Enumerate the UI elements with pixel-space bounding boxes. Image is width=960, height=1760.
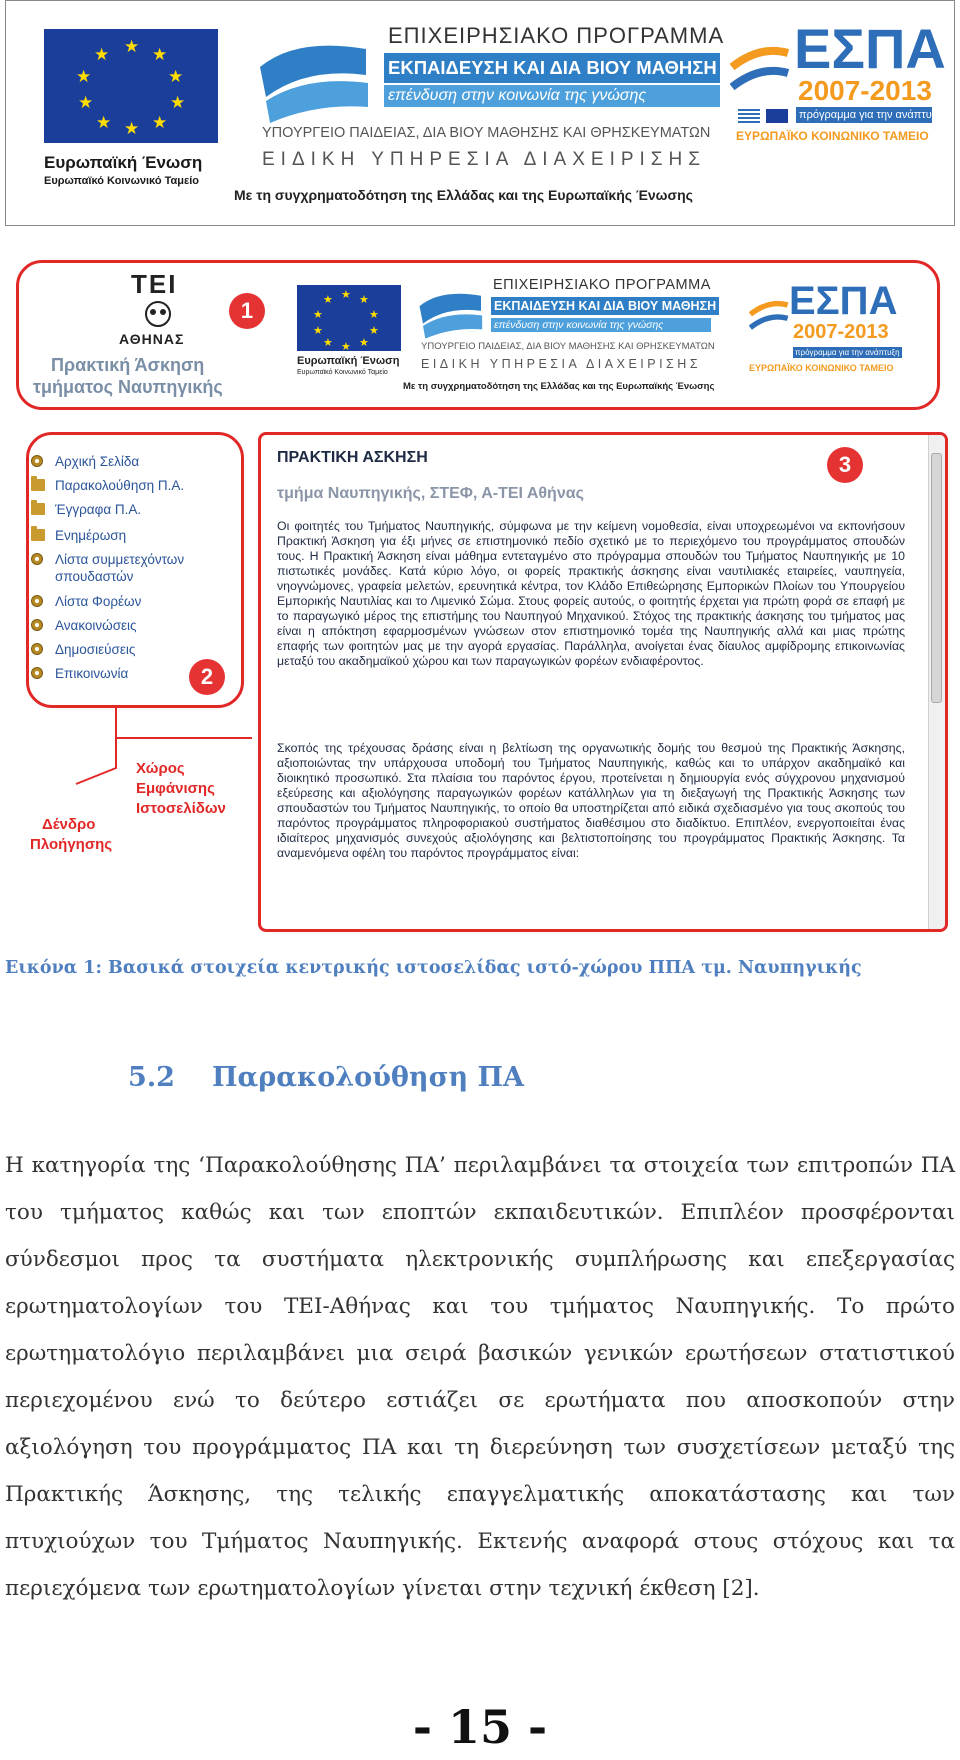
espa-years: 2007-2013 xyxy=(798,75,932,106)
nav-tree-highlight xyxy=(26,432,244,708)
nav-item-home[interactable]: Αρχική Σελίδα xyxy=(55,453,139,470)
mini-espa-logo-text: ΕΣΠΑ xyxy=(789,279,898,323)
mini-eu-name: Ευρωπαϊκή Ένωση xyxy=(297,355,400,367)
espa-logo-text: ΕΣΠΑ xyxy=(794,17,946,80)
page-number: - 15 - xyxy=(412,1700,548,1754)
annotation-tree-1: Δένδρο xyxy=(42,816,96,833)
scrollbar-thumb[interactable] xyxy=(931,453,942,703)
eu-fund: Ευρωπαϊκό Κοινωνικό Ταμείο xyxy=(44,175,199,187)
panel-title: ΠΡΑΚΤΙΚΗ ΑΣΚΗΣΗ xyxy=(277,449,428,466)
mini-book-logo-icon xyxy=(417,283,487,341)
espa-fund: ΕΥΡΩΠΑΪΚΟ ΚΟΙΝΩΝΙΚΟ ΤΑΜΕΙΟ xyxy=(736,129,929,143)
bullet-icon xyxy=(31,455,43,467)
content-panel xyxy=(258,432,948,932)
ministry: ΥΠΟΥΡΓΕΙΟ ΠΑΙΔΕΙΑΣ, ΔΙΑ ΒΙΟΥ ΜΑΘΗΣΗΣ ΚΑΙ ΘΡΗΣΚΕΥΜΑΤΩΝ xyxy=(262,125,711,141)
nav-item-news[interactable]: Ενημέρωση xyxy=(55,527,126,544)
cofunding-text: Με τη συγχρηματοδότηση της Ελλάδας και της Ευρωπαϊκής Ένωσης xyxy=(234,187,693,203)
program-title: ΕΠΙΧΕΙΡΗΣΙΑΚΟ ΠΡΟΓΡΑΜΜΑ xyxy=(388,23,725,48)
espa-swoosh-icon xyxy=(730,31,790,111)
folder-icon xyxy=(31,479,45,491)
section-number: 5.2 xyxy=(128,1062,175,1093)
mini-program-title: ΕΠΙΧΕΙΡΗΣΙΑΚΟ ΠΡΟΓΡΑΜΜΑ xyxy=(493,277,711,293)
program-motto: επένδυση στην κοινωνία της γνώσης xyxy=(384,85,720,107)
badge-2: 2 xyxy=(189,659,225,695)
annotation-tree-2: Πλοήγησης xyxy=(30,836,113,853)
espa-motto: πρόγραμμα για την ανάπτυξη xyxy=(796,107,932,123)
mini-cofunding-text: Με τη συγχρηματοδότηση της Ελλάδας και της Ευρωπαϊκής Ένωσης xyxy=(403,381,715,392)
mini-espa-fund: ΕΥΡΩΠΑΪΚΟ ΚΟΙΝΩΝΙΚΟ ΤΑΜΕΙΟ xyxy=(749,363,894,373)
panel-scrollbar[interactable] xyxy=(928,435,945,929)
section-heading xyxy=(128,1062,524,1093)
program-name: ΕΚΠΑΙΔΕΥΣΗ ΚΑΙ ΔΙΑ ΒΙΟΥ ΜΑΘΗΣΗ xyxy=(384,53,720,83)
annotation-area-1: Χώρος xyxy=(136,760,185,777)
badge-1: 1 xyxy=(229,293,265,329)
panel-paragraph-1: Οι φοιτητές του Τμήματος Ναυπηγικής, σύμφωνα με την κείμενη νομοθεσία, είναι υποχρεωμένοι να εκπονήσουν Πρακτική Άσκηση για έξι μήνες σε επιστημονικό πεδίο σχετικό με το περιεχόμενο του προγράμματος σπουδών τους. Η Πρακτική Άσκηση είναι μάθημα εντεταγμένο στο πρόγραμμα σπουδών του Τμήματος Ναυπηγικής με 10 πιστωτικές μονάδες. Κατά κύριο λόγο, οι φορείς πρακτικής άσκησης είναι ναυτιλιακές εταιρείες, ναυπηγεία, νηογνώμονες, γραφεία μελετών, ερευνητικά κέντρα, τον Κλάδο Επιθεώρησης Εμπορικών Πλοίων του Υπουργείου Εμπορικής Ναυτιλίας και το Λιμενικό Σώμα. Στους φορείς αυτούς, ο φοιτητής έρχεται για πρώτη φορά σε επαφή με το παραγωγικό μέρος της επιστήμης του Ναυπηγού Μηχανικού. Στόχος της πρακτικής άσκησης του τμήματος μας είναι η απόκτηση εφαρμοσμένων γνώσεων στον επιστημονικό τομέα της Ναυπηγικής αλλά και μιας πρώτης επαφής των φοιτητών μας με την αγορά εργασίας. Παράλληλα, ανοίγεται ένας δίαυλος αμφίδρομης επικοινωνίας μεταξύ του ακαδημαϊκού χώρου και των παραγωγικών φορέων ενδιαφέροντος. xyxy=(277,519,905,668)
mini-ministry: ΥΠΟΥΡΓΕΙΟ ΠΑΙΔΕΙΑΣ, ΔΙΑ ΒΙΟΥ ΜΑΘΗΣΗΣ ΚΑΙ ΘΡΗΣΚΕΥΜΑΤΩΝ xyxy=(421,341,715,352)
nav-item-announcements[interactable]: Ανακοινώσεις xyxy=(55,617,137,634)
mini-program-name: ΕΚΠΑΙΔΕΥΣΗ ΚΑΙ ΔΙΑ ΒΙΟΥ ΜΑΘΗΣΗ xyxy=(491,297,719,315)
nav-item-hosts-list[interactable]: Λίστα Φορέων xyxy=(55,593,141,610)
nav-item-students-list[interactable]: Λίστα συμμετεχόντων σπουδαστών xyxy=(55,551,184,585)
annotation-area-3: Ιστοσελίδων xyxy=(136,800,226,817)
nav-item-documents[interactable]: Έγγραφα Π.Α. xyxy=(55,501,141,518)
nav-item-contact[interactable]: Επικοινωνία xyxy=(55,665,128,682)
managing-authority: ΕΙΔΙΚΗ ΥΠΗΡΕΣΙΑ ΔΙΑΧΕΙΡΙΣΗΣ xyxy=(262,149,707,170)
mini-espa-motto: πρόγραμμα για την ανάπτυξη xyxy=(795,348,900,357)
mini-eu-fund: Ευρωπαϊκό Κοινωνικό Ταμείο xyxy=(297,369,388,376)
book-logo-icon xyxy=(256,27,376,127)
site-title-line2: τμήματος Ναυπηγικής xyxy=(33,377,223,397)
mini-managing-authority: ΕΙΔΙΚΗ ΥΠΗΡΕΣΙΑ ΔΙΑΧΕΙΡΙΣΗΣ xyxy=(421,357,702,371)
bullet-icon xyxy=(31,643,43,655)
badge-3: 3 xyxy=(827,447,863,483)
panel-paragraph-2: Σκοπός της τρέχουσας δράσης είναι η βελτίωση της οργανωτικής δομής του θεσμού της Πρακτικής Άσκησης, αξιοποιώντας την υπάρχουσα υποδομή του Τμήματος Ναυπηγικής, καθώς και το υπάρχον ακαδημαϊκό και διοικητικό προσωπικό. Στα πλαίσια του παρόντος έργου, προτείνεται η δημιουργία ενός σύγχρονου μηχανισμού εξεύρεσης και αξιολόγησης παραγωγικών φορέων κατάλληλων για τη διεξαγωγή της Πρακτικής Άσκησης των σπουδαστών του Τμήματος Ναυπηγικής, το οποίο θα υποστηρίζεται από ειδικά σχεδιασμένο για τους σκοπούς του παρόντος προγράμματος πληροφοριακού συστήματος διαθέσιμου στο διαδίκτυο. Επιπλέον, ενεργοποιείται ένας ιδιαίτερος μηχανισμός συνεχούς αξιολόγησης και βελτιστοποίησης του προγράμματος Πρακτικής Άσκησης. Τα αναμενόμενα οφέλη του παρόντος προγράμματος είναι: xyxy=(277,741,905,860)
tei-logo-top: ΤΕΙ xyxy=(131,269,178,299)
annotation-area-2: Εμφάνισης xyxy=(136,780,215,797)
eu-name: Ευρωπαϊκή Ένωση xyxy=(44,153,203,172)
bullet-icon xyxy=(31,595,43,607)
section-title: Παρακολούθηση ΠΑ xyxy=(212,1062,524,1093)
panel-subtitle: τμήμα Ναυπηγικής, ΣΤΕΦ, Α-ΤΕΙ Αθήνας xyxy=(277,485,584,502)
bullet-icon xyxy=(31,619,43,631)
folder-icon xyxy=(31,503,45,515)
figure-caption: Εικόνα 1: Βασικά στοιχεία κεντρικής ιστοσελίδας ιστό-χώρου ΠΠΑ τμ. Ναυπηγικής xyxy=(5,958,862,978)
folder-icon xyxy=(31,529,45,541)
greek-flag-icon xyxy=(738,109,760,123)
bullet-icon xyxy=(31,553,43,565)
eu-flag-small-icon xyxy=(766,109,788,123)
mini-espa-years: 2007-2013 xyxy=(793,321,889,343)
bullet-icon xyxy=(31,667,43,679)
nav-item-monitoring[interactable]: Παρακολούθηση Π.Α. xyxy=(55,477,184,494)
tei-logo-bottom: ΑΘΗΝΑΣ xyxy=(119,331,185,347)
eu-flag-mini-icon: ★ ★ ★ ★ ★ ★ ★ ★ ★ ★ xyxy=(297,285,401,351)
eu-flag-icon: ★ ★ ★ ★ ★ ★ ★ ★ ★ ★ xyxy=(44,29,218,143)
site-title-line1: Πρακτική Άσκηση xyxy=(51,355,205,375)
header-highlight xyxy=(16,260,940,410)
mini-program-motto: επένδυση στην κοινωνία της γνώσης xyxy=(491,318,711,332)
mini-espa-swoosh-icon xyxy=(749,289,789,345)
website-screenshot-figure xyxy=(0,240,960,940)
funding-banner xyxy=(5,0,955,226)
tei-owl-logo-icon xyxy=(137,299,179,329)
nav-item-publications[interactable]: Δημοσιεύσεις xyxy=(55,641,135,658)
body-paragraph: Η κατηγορία της ‘Παρακολούθησης ΠΑ’ περιλαμβάνει τα στοιχεία των επιτροπών ΠΑ του τμήματος καθώς και των εποπτών εκπαιδευτικών. Επιπλέον προσφέρονται σύνδεσμοι προς τα συστήματα ηλεκτρονικής συμπλήρωσης και επεξεργασίας ερωτηματολογίων του ΤΕΙ-Αθήνας και του τμήματος Ναυπηγικής. Το πρώτο ερωτηματολόγιο περιλαμβάνει μια σειρά βασικών γενικών ερωτήσεων στατιστικού περιεχομένου ενώ το δεύτερο εστιάζει σε ερωτήματα που αποσκοπούν στην αξιολόγηση του προγράμματος ΠΑ και τη διερεύνηση των συσχετίσεων μεταξύ της Πρακτικής Άσκησης, της τελικής επαγγελματικής αποκατάστασης και των πτυχιούχων του Τμήματος Ναυπηγικής. Εκτενής αναφορά στους στόχους και τα περιεχόμενα των ερωτηματολογίων γίνεται στην τεχνική έκθεση [2]. xyxy=(5,1153,955,1601)
